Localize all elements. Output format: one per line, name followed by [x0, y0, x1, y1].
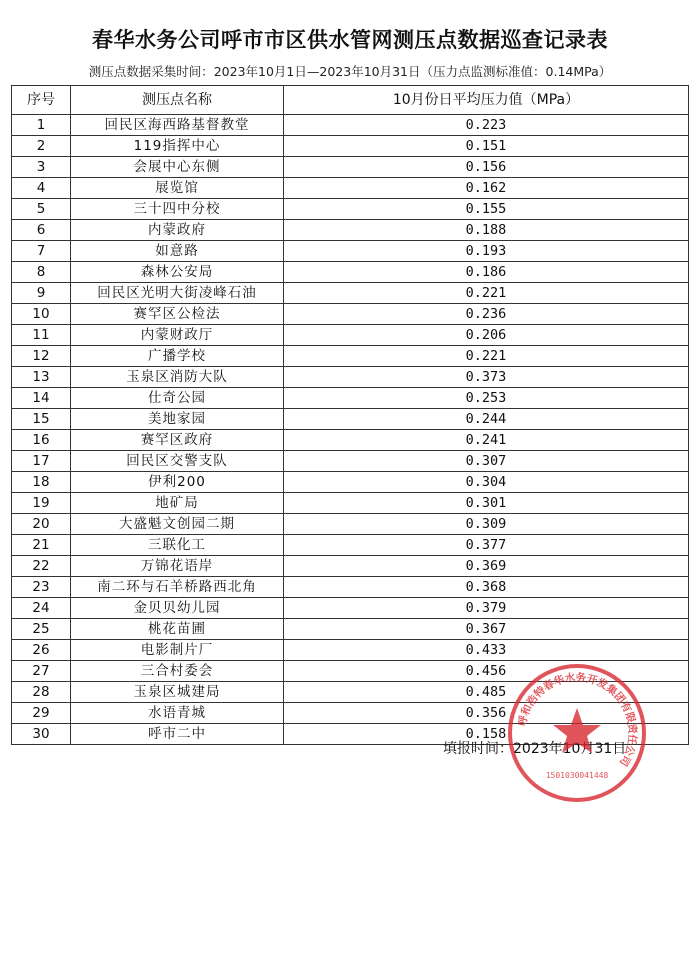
table-row: [12, 346, 689, 367]
row-avg-pressure: 0.156: [284, 157, 689, 178]
row-index: 7: [12, 241, 71, 262]
row-index: 23: [12, 577, 71, 598]
table-row: [12, 178, 689, 199]
row-avg-pressure: 0.356: [284, 703, 689, 724]
row-point-name: 万锦花语岸: [71, 556, 284, 577]
table-row: [12, 430, 689, 451]
row-avg-pressure: 0.456: [284, 661, 689, 682]
table-row: [12, 451, 689, 472]
row-index: 26: [12, 640, 71, 661]
row-index: 14: [12, 388, 71, 409]
table-row: [12, 220, 689, 241]
row-index: 18: [12, 472, 71, 493]
fill-time: 填报时间：2023年10月31日: [443, 741, 627, 757]
table-row: [12, 640, 689, 661]
pressure-data-table: [11, 85, 689, 745]
table-row: [12, 367, 689, 388]
row-avg-pressure: 0.373: [284, 367, 689, 388]
row-avg-pressure: 0.244: [284, 409, 689, 430]
company-seal: [506, 662, 648, 804]
row-avg-pressure: 0.221: [284, 346, 689, 367]
row-index: 4: [12, 178, 71, 199]
row-point-name: 内蒙政府: [71, 220, 284, 241]
row-point-name: 金贝贝幼儿园: [71, 598, 284, 619]
row-avg-pressure: 0.307: [284, 451, 689, 472]
table-row: [12, 136, 689, 157]
row-point-name: 美地家园: [71, 409, 284, 430]
row-index: 3: [12, 157, 71, 178]
row-avg-pressure: 0.221: [284, 283, 689, 304]
row-point-name: 玉泉区城建局: [71, 682, 284, 703]
table-row: [12, 157, 689, 178]
row-point-name: 回民区海西路基督教堂: [71, 115, 284, 136]
table-row: [12, 325, 689, 346]
row-point-name: 三联化工: [71, 535, 284, 556]
row-point-name: 赛罕区政府: [71, 430, 284, 451]
table-row: [12, 472, 689, 493]
row-point-name: 三十四中分校: [71, 199, 284, 220]
row-index: 6: [12, 220, 71, 241]
row-index: 10: [12, 304, 71, 325]
row-point-name: 南二环与石羊桥路西北角: [71, 577, 284, 598]
row-avg-pressure: 0.158: [284, 724, 689, 745]
row-point-name: 内蒙财政厅: [71, 325, 284, 346]
header-point-name: 测压点名称: [71, 86, 284, 115]
header-index: 序号: [12, 86, 71, 115]
table-row: [12, 388, 689, 409]
row-index: 17: [12, 451, 71, 472]
row-index: 9: [12, 283, 71, 304]
row-avg-pressure: 0.162: [284, 178, 689, 199]
row-avg-pressure: 0.367: [284, 619, 689, 640]
row-point-name: 119指挥中心: [71, 136, 284, 157]
row-index: 8: [12, 262, 71, 283]
table-header-row: [12, 86, 689, 115]
row-index: 12: [12, 346, 71, 367]
row-avg-pressure: 0.433: [284, 640, 689, 661]
row-index: 29: [12, 703, 71, 724]
row-point-name: 回民区光明大街凌峰石油: [71, 283, 284, 304]
row-point-name: 大盛魁文创园二期: [71, 514, 284, 535]
row-point-name: 回民区交警支队: [71, 451, 284, 472]
document-subtitle: 测压点数据采集时间：2023年10月1日—2023年10月31日（压力点监测标准值：0.14MPa）: [88, 64, 612, 79]
table-row: [12, 262, 689, 283]
table-row: [12, 535, 689, 556]
row-index: 15: [12, 409, 71, 430]
row-point-name: 森林公安局: [71, 262, 284, 283]
table-row: [12, 577, 689, 598]
table-row: [12, 598, 689, 619]
row-avg-pressure: 0.301: [284, 493, 689, 514]
row-point-name: 玉泉区消防大队: [71, 367, 284, 388]
table-row: [12, 409, 689, 430]
row-index: 5: [12, 199, 71, 220]
row-index: 24: [12, 598, 71, 619]
row-avg-pressure: 0.188: [284, 220, 689, 241]
row-point-name: 桃花苗圃: [71, 619, 284, 640]
row-point-name: 仕奇公园: [71, 388, 284, 409]
row-avg-pressure: 0.151: [284, 136, 689, 157]
row-index: 22: [12, 556, 71, 577]
row-index: 20: [12, 514, 71, 535]
row-index: 25: [12, 619, 71, 640]
row-avg-pressure: 0.241: [284, 430, 689, 451]
row-index: 27: [12, 661, 71, 682]
row-point-name: 赛罕区公检法: [71, 304, 284, 325]
row-index: 13: [12, 367, 71, 388]
seal-code: 1501030041448: [545, 771, 609, 780]
row-avg-pressure: 0.309: [284, 514, 689, 535]
row-point-name: 电影制片厂: [71, 640, 284, 661]
row-avg-pressure: 0.193: [284, 241, 689, 262]
row-point-name: 伊利200: [71, 472, 284, 493]
row-point-name: 展览馆: [71, 178, 284, 199]
table-row: [12, 493, 689, 514]
row-index: 21: [12, 535, 71, 556]
table-row: [12, 619, 689, 640]
row-point-name: 如意路: [71, 241, 284, 262]
seal-star-icon: [553, 708, 601, 753]
row-point-name: 会展中心东侧: [71, 157, 284, 178]
table-row: [12, 115, 689, 136]
table-row: [12, 304, 689, 325]
row-point-name: 呼市二中: [71, 724, 284, 745]
seal-graphic: [506, 662, 648, 804]
row-avg-pressure: 0.155: [284, 199, 689, 220]
table-row: [12, 514, 689, 535]
row-index: 1: [12, 115, 71, 136]
row-avg-pressure: 0.485: [284, 682, 689, 703]
row-avg-pressure: 0.368: [284, 577, 689, 598]
row-avg-pressure: 0.377: [284, 535, 689, 556]
header-avg-pressure: 10月份日平均压力值（MPa）: [284, 86, 689, 115]
row-point-name: 三合村委会: [71, 661, 284, 682]
row-avg-pressure: 0.186: [284, 262, 689, 283]
row-index: 11: [12, 325, 71, 346]
table-row: [12, 199, 689, 220]
table-row: [12, 556, 689, 577]
row-avg-pressure: 0.223: [284, 115, 689, 136]
row-point-name: 广播学校: [71, 346, 284, 367]
row-index: 16: [12, 430, 71, 451]
row-index: 30: [12, 724, 71, 745]
row-index: 2: [12, 136, 71, 157]
seal-arc-text: 呼和浩特春华水务开发集团有限责任公司: [516, 671, 639, 769]
table-row: [12, 241, 689, 262]
row-avg-pressure: 0.253: [284, 388, 689, 409]
table-row: [12, 283, 689, 304]
row-point-name: 水语青城: [71, 703, 284, 724]
row-index: 19: [12, 493, 71, 514]
row-avg-pressure: 0.304: [284, 472, 689, 493]
row-avg-pressure: 0.379: [284, 598, 689, 619]
row-avg-pressure: 0.369: [284, 556, 689, 577]
row-point-name: 地矿局: [71, 493, 284, 514]
document-title: 春华水务公司呼市市区供水管网测压点数据巡查记录表: [92, 28, 608, 52]
row-avg-pressure: 0.206: [284, 325, 689, 346]
row-index: 28: [12, 682, 71, 703]
row-avg-pressure: 0.236: [284, 304, 689, 325]
